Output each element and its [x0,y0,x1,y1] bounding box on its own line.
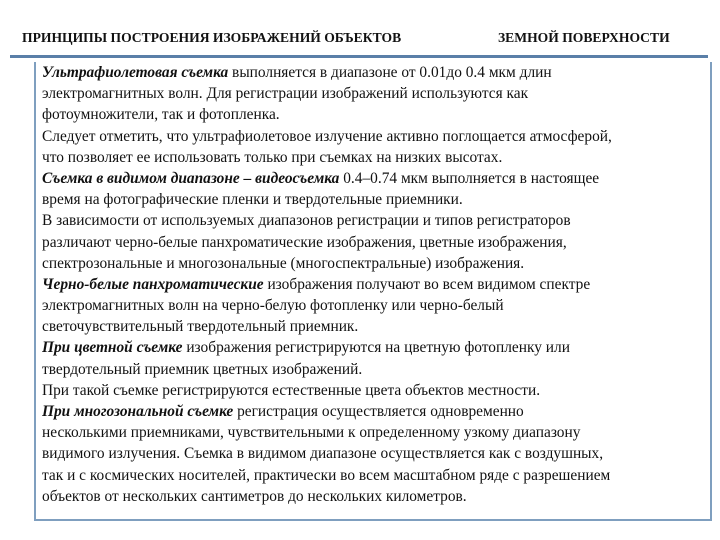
line-text: время на фотографические пленки и твердотельные приемники. [42,191,463,209]
line-text: различают черно-белые панхроматические изображения, цветные изображения, [42,233,567,251]
line-text: объектов от нескольких сантиметров до нескольких километров. [42,487,467,505]
line-text: регистрация осуществляется одновременно [233,403,524,420]
line-text: Следует отметить, что ультрафиолетовое излучение активно поглощается атмосферой, [42,127,612,145]
emphasis-term: Съемка в видимом диапазоне – видеосъемка [42,169,340,187]
text-line [42,147,714,168]
line-text: светочувствительный твердотельный приемник. [42,318,359,336]
line-text: спектрозональные и многозональные (многоспектральные) изображения. [42,254,525,272]
emphasis-term: При цветной съемке [42,339,183,357]
body-text [42,62,714,507]
text-line [42,168,714,189]
text-line [42,465,714,486]
line-text: что позволяет ее использовать только при съемках на низких высотах. [42,148,503,166]
slide-title [14,22,704,54]
emphasis-term: Черно-белые панхроматические [42,275,264,293]
line-text: изображения получают во всем видимом спектре [263,275,591,293]
text-line [42,316,714,337]
text-line [42,295,714,316]
line-text: В зависимости от используемых диапазонов регистрации и типов регистраторов [42,212,571,230]
line-text: При такой съемке регистрируются естественные цвета объектов местности. [42,381,541,399]
line-text: выполняется в диапазоне от 0.01до 0.4 мкм длин [228,64,552,81]
text-line [42,253,714,274]
text-line [42,189,714,210]
text-line [42,337,714,358]
text-line [42,83,714,104]
text-line [42,62,714,83]
line-text: твердотельный приемник цветных изображений. [42,360,363,378]
text-line [42,359,714,380]
line-text: 0.4–0.74 мкм выполняется в настоящее [339,169,600,187]
text-line [42,232,714,253]
line-text: электромагнитных волн на черно-белую фотопленку или черно-белый [42,297,504,315]
emphasis-term: При многозональной съемке [42,403,234,420]
line-text: электромагнитных волн. Для регистрации изображений используются как [42,85,529,103]
text-line [42,274,714,295]
line-text: несколькими приемниками, чувствительными к определенному узкому диапазону [42,424,581,442]
line-text: видимого излучения. Съемка в видимом диапазоне осуществляется как с воздушных, [42,445,604,463]
text-line [42,380,714,401]
text-line [42,104,714,125]
title-part-2: ЗЕМНОЙ ПОВЕРХНОСТИ [498,30,670,45]
text-line [42,210,714,231]
line-text: изображения регистрируются на цветную фотопленку или [182,339,570,357]
title-part-1: ПРИНЦИПЫ ПОСТРОЕНИЯ ИЗОБРАЖЕНИЙ ОБЪЕКТОВ [22,30,402,45]
emphasis-term: Ультрафиолетовая съемка [42,64,229,81]
title-divider [10,55,708,58]
text-line [42,401,714,422]
text-line [42,126,714,147]
text-line [42,486,714,507]
text-line [42,422,714,443]
line-text: фотоумножители, так и фотопленка. [42,106,280,124]
line-text: так и с космических носителей, практически во всем масштабном ряде с разрешением [42,466,611,484]
text-line [42,443,714,464]
